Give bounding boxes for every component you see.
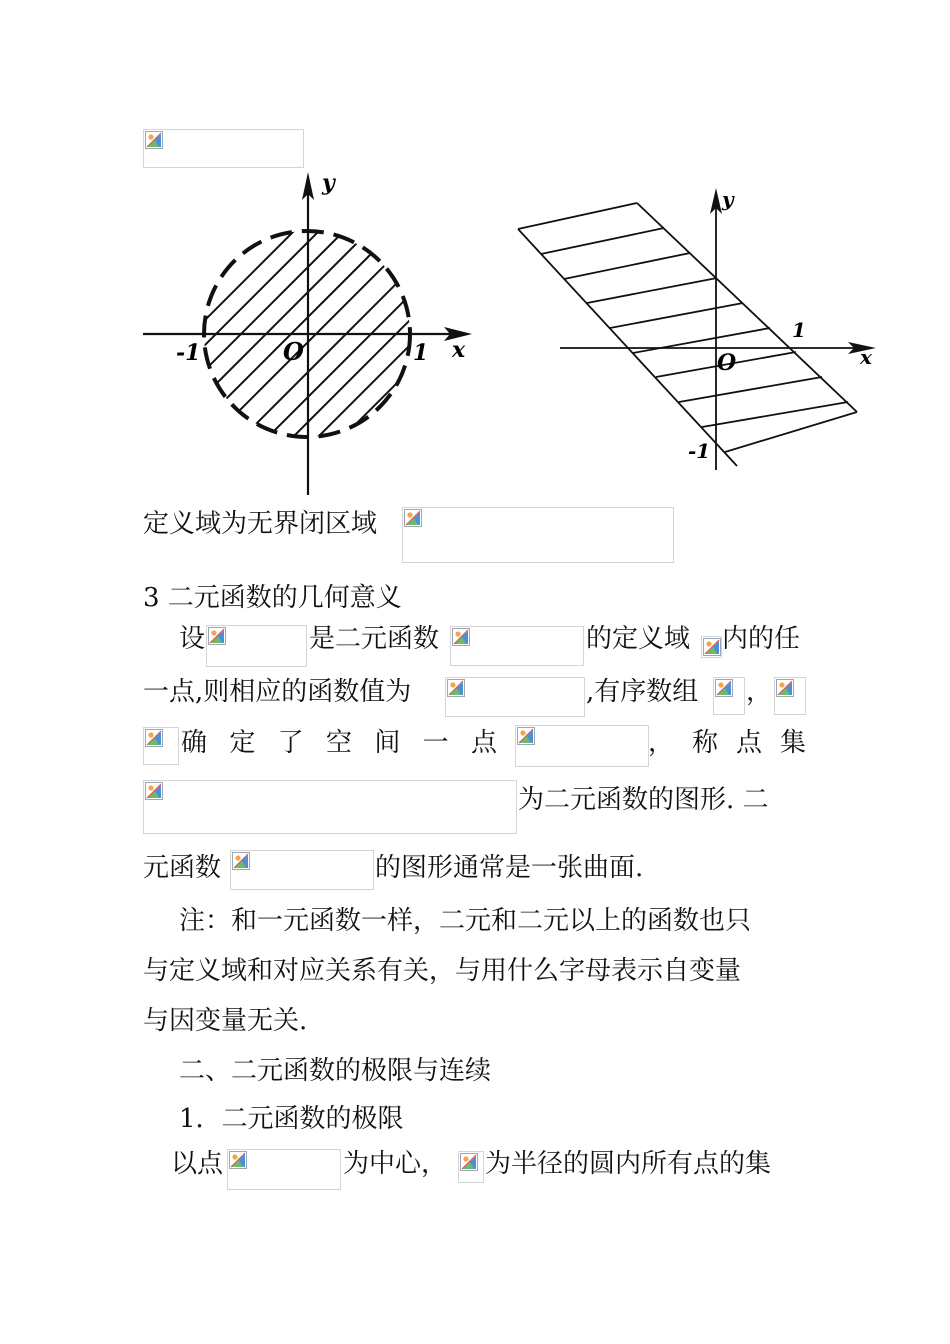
text-fragment: 一点,则相应的函数值为 xyxy=(143,677,412,707)
section-heading: 3 二元函数的几何意义 xyxy=(143,583,402,613)
text-fragment: ， xyxy=(746,677,773,707)
text-fragment: 为半径的圆内所有点的集 xyxy=(485,1149,772,1179)
strip-domain-figure xyxy=(510,180,890,475)
text-fragment: 设 xyxy=(179,624,206,654)
image-placeholder xyxy=(713,677,745,715)
note-line: 与定义域和对应关系有关，与用什么字母表示自变量 xyxy=(143,956,742,986)
broken-image-icon xyxy=(715,679,733,697)
neg-one-label: -1 xyxy=(176,340,201,366)
text-fragment: 以点 xyxy=(171,1149,224,1179)
section-heading: 二、二元函数的极限与连续 xyxy=(179,1056,492,1086)
text-fragment: 是二元函数 xyxy=(309,624,440,654)
pos-one-label: 1 xyxy=(413,340,429,366)
x-axis-label: x xyxy=(860,345,872,369)
text-fragment: 为中心， xyxy=(343,1149,448,1179)
pos-one-label: 1 xyxy=(792,318,806,342)
note-line: 与因变量无关. xyxy=(143,1006,308,1036)
broken-image-icon xyxy=(703,638,721,656)
image-placeholder xyxy=(402,507,674,563)
neg-one-label: -1 xyxy=(688,439,711,463)
broken-image-icon xyxy=(447,679,465,697)
broken-image-icon xyxy=(517,727,535,745)
note-line: 注：和一元函数一样，二元和二元以上的函数也只 xyxy=(179,906,752,936)
x-axis-label: x xyxy=(452,337,466,363)
broken-image-icon xyxy=(776,679,794,697)
broken-image-icon xyxy=(232,852,250,870)
broken-image-icon xyxy=(145,729,163,747)
image-placeholder xyxy=(701,636,722,658)
subsection-heading: 1．二元函数的极限 xyxy=(179,1104,404,1134)
broken-image-icon xyxy=(452,628,470,646)
text-fragment: ,有序数组 xyxy=(586,677,699,707)
text-fragment: 内的任 xyxy=(722,624,801,654)
image-placeholder xyxy=(230,850,374,890)
broken-image-icon xyxy=(145,131,163,149)
image-placeholder xyxy=(143,727,179,765)
image-placeholder xyxy=(515,725,649,767)
text-line: 定义域为无界闭区域 xyxy=(143,509,378,539)
image-placeholder xyxy=(143,780,517,834)
origin-label: O xyxy=(717,350,737,376)
image-placeholder xyxy=(450,626,584,666)
text-fragment: 为二元函数的图形. 二 xyxy=(518,785,769,815)
broken-image-icon xyxy=(460,1153,478,1171)
image-placeholder xyxy=(143,129,304,168)
broken-image-icon xyxy=(404,509,422,527)
text-fragment: 确 定 了 空 间 一 点 xyxy=(181,728,497,758)
image-placeholder xyxy=(227,1149,341,1190)
text-fragment: 的图形通常是一张曲面. xyxy=(375,853,644,883)
image-placeholder xyxy=(445,677,585,717)
text-fragment: 元函数 xyxy=(143,853,222,883)
text-fragment: 的定义域 xyxy=(586,624,691,654)
image-placeholder xyxy=(774,677,806,715)
y-axis-label: y xyxy=(322,170,335,196)
origin-label: O xyxy=(283,337,304,366)
disk-domain-figure xyxy=(130,165,490,500)
broken-image-icon xyxy=(208,627,226,645)
broken-image-icon xyxy=(145,782,163,800)
text-fragment: ， 称 点 集 xyxy=(648,728,806,758)
y-axis-label: y xyxy=(722,187,734,211)
image-placeholder xyxy=(458,1151,484,1183)
image-placeholder xyxy=(206,625,307,667)
broken-image-icon xyxy=(229,1151,247,1169)
